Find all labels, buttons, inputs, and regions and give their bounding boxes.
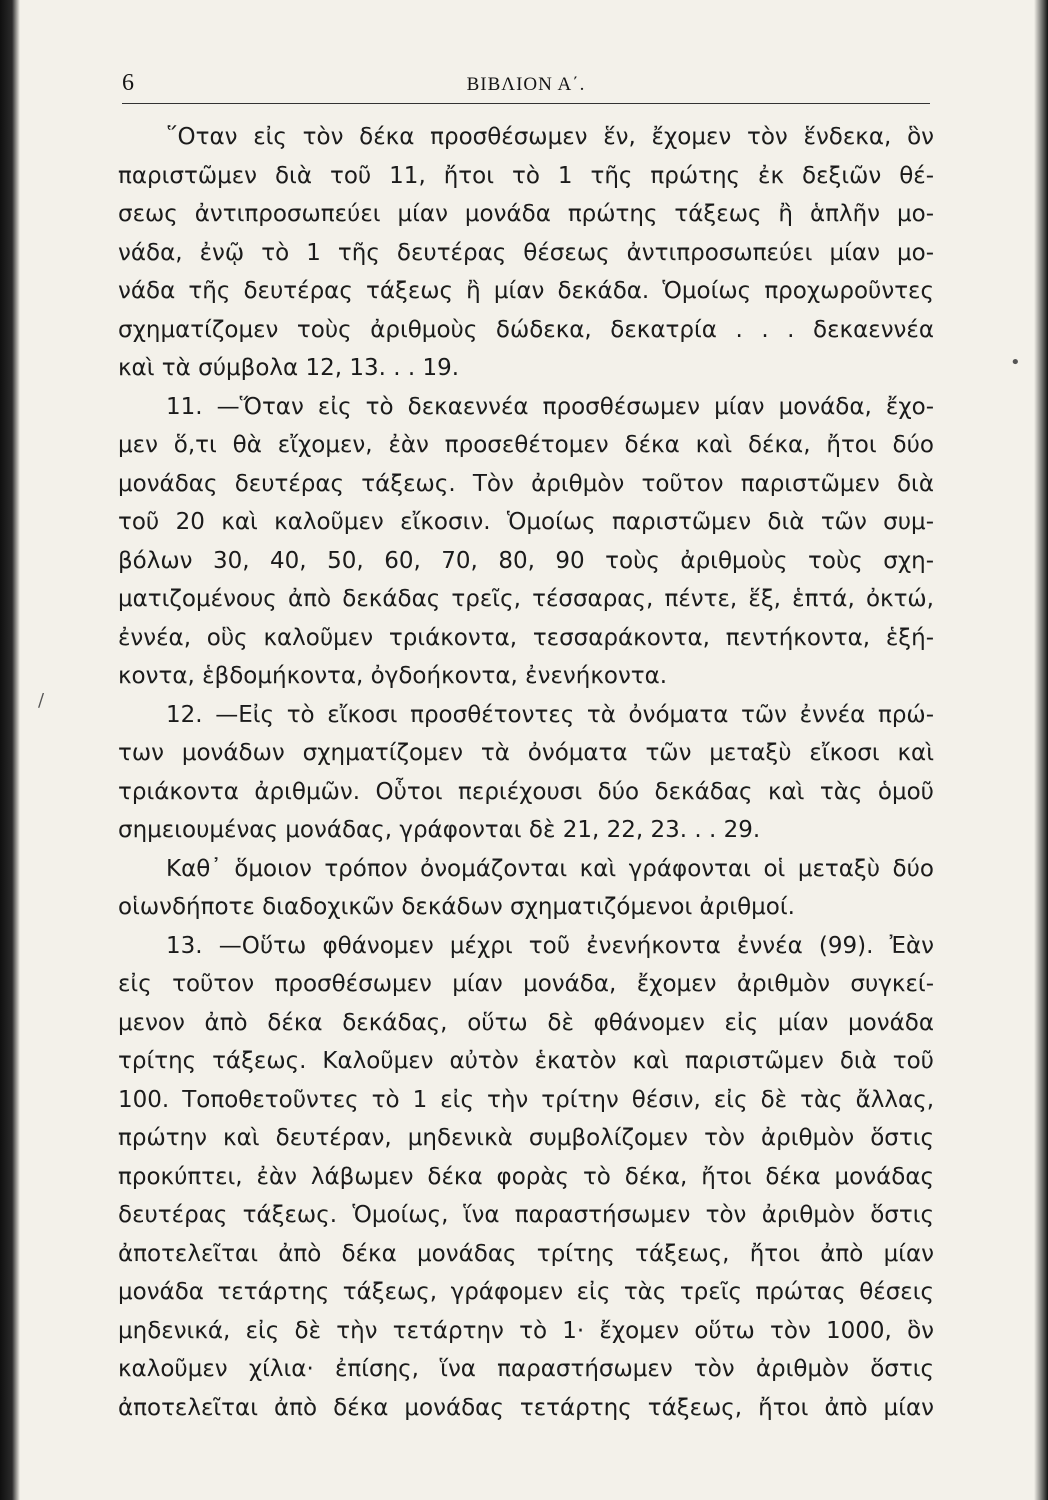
text-line: παριστῶμεν διὰ τοῦ 11, ἤτοι τὸ 1 τῆς πρώτης ἐκ δεξιῶν θέ- (118, 162, 934, 189)
text-line: καλοῦμεν χίλια· ἐπίσης, ἵνα παραστήσωμεν τὸν ἀριθμὸν ὅστις (118, 1356, 934, 1382)
text-line: Καθ᾽ ὅμοιον τρόπον ὀνομάζονται καὶ γράφονται οἱ μεταξὺ δύο (166, 855, 934, 882)
text-line: τριάκοντα ἀριθμῶν. Οὗτοι περιέχουσι δύο δεκάδας καὶ τὰς ὁμοῦ (118, 778, 934, 805)
text-line: μενον ἀπὸ δέκα δεκάδας, οὕτω δὲ φθάνομεν εἰς μίαν μονάδα (118, 1009, 934, 1036)
text-line: οἱωνδήποτε διαδοχικῶν δεκάδων σχηματιζόμενοι ἀριθμοί. (118, 894, 795, 920)
running-head: ΒΙΒΛΙΟΝ Α΄. (466, 74, 586, 95)
margin-pencil-mark: / (38, 690, 45, 711)
text-line: σημειουμένας μονάδας, γράφονται δὲ 21, 22, 23. . . 29. (118, 817, 761, 843)
section-12-start: 12. —Εἰς τὸ εἴκοσι προσθέτοντες τὰ ὀνόματα τῶν ἐννέα πρώ- (166, 701, 934, 728)
text-line: τρίτης τάξεως. Καλοῦμεν αὐτὸν ἑκατὸν καὶ παριστῶμεν διὰ τοῦ (118, 1048, 934, 1074)
margin-speck: • (1010, 352, 1021, 373)
text-line: κοντα, ἑβδομήκοντα, ὀγδοήκοντα, ἐνενήκοντα. (118, 663, 668, 689)
text-line: πρώτην καὶ δευτέραν, μηδενικὰ συμβολίζομεν τὸν ἀριθμὸν ὅστις (118, 1125, 934, 1151)
text-line: σχηματίζομεν τοὺς ἀριθμοὺς δώδεκα, δεκατρία . . . δεκαεννέα (118, 316, 934, 343)
text-line: προκύπτει, ἐὰν λάβωμεν δέκα φορὰς τὸ δέκα, ἤτοι δέκα μονάδας (118, 1163, 934, 1190)
text-line: ματιζομένους ἀπὸ δεκάδας τρεῖς, τέσσαρας, πέντε, ἕξ, ἑπτά, ὀκτώ, (118, 586, 934, 612)
text-line: δευτέρας τάξεως. Ὁμοίως, ἵνα παραστήσωμεν τὸν ἀριθμὸν ὅστις (118, 1202, 934, 1228)
text-line: σεως ἀντιπροσωπεύει μίαν μονάδα πρώτης τάξεως ἢ ἁπλῆν μο- (118, 201, 934, 227)
header-rule (122, 103, 930, 104)
text-line: καὶ τὰ σύμβολα 12, 13. . . 19. (118, 355, 460, 381)
page-header (122, 70, 930, 102)
text-line: 100. Τοποθετοῦντες τὸ 1 εἰς τὴν τρίτην θέσιν, εἰς δὲ τὰς ἄλλας, (118, 1086, 934, 1113)
text-line: ἐννέα, οὓς καλοῦμεν τριάκοντα, τεσσαράκοντα, πεντήκοντα, ἑξή- (118, 624, 934, 651)
body-text (118, 118, 934, 1427)
text-line: μηδενικά, εἰς δὲ τὴν τετάρτην τὸ 1· ἔχομεν οὕτω τὸν 1000, ὃν (118, 1317, 934, 1344)
text-line: μονάδα τετάρτης τάξεως, γράφομεν εἰς τὰς τρεῖς πρώτας θέσεις (118, 1279, 934, 1305)
text-line: τοῦ 20 καὶ καλοῦμεν εἴκοσιν. Ὁμοίως παριστῶμεν διὰ τῶν συμ- (118, 509, 934, 535)
text-line: μεν ὅ,τι θὰ εἴχομεν, ἐὰν προσεθέτομεν δέκα καὶ δέκα, ἤτοι δύο (118, 432, 934, 458)
text-line: ἀποτελεῖται ἀπὸ δέκα μονάδας τετάρτης τάξεως, ἤτοι ἀπὸ μίαν (118, 1394, 934, 1421)
text-line: βόλων 30, 40, 50, 60, 70, 80, 90 τοὺς ἀριθμοὺς τοὺς σχη- (118, 547, 934, 574)
text-line: των μονάδων σχηματίζομεν τὰ ὀνόματα τῶν μεταξὺ εἴκοσι καὶ (118, 740, 934, 766)
page-number: 6 (122, 70, 134, 96)
text-line: νάδα τῆς δευτέρας τάξεως ἢ μίαν δεκάδα. Ὁμοίως προχωροῦντες (118, 278, 934, 304)
text-line: νάδα, ἐνῷ τὸ 1 τῆς δευτέρας θέσεως ἀντιπροσωπεύει μίαν μο- (118, 239, 934, 266)
section-11-start: 11. —Ὅταν εἰς τὸ δεκαεννέα προσθέσωμεν μίαν μονάδα, ἔχο- (166, 393, 934, 420)
text-line: ἀποτελεῖται ἀπὸ δέκα μονάδας τρίτης τάξεως, ἤτοι ἀπὸ μίαν (118, 1240, 934, 1267)
text-line: μονάδας δευτέρας τάξεως. Τὸν ἀριθμὸν τοῦτον παριστῶμεν διὰ (118, 470, 934, 497)
page-edge-shadow-left (0, 0, 20, 1500)
text-line: ῞Οταν εἰς τὸν δέκα προσθέσωμεν ἕν, ἔχομεν τὸν ἕνδεκα, ὃν (166, 124, 934, 150)
section-13-start: 13. —Οὕτω φθάνομεν μέχρι τοῦ ἐνενήκοντα ἐννέα (99). Ἐὰν (166, 932, 934, 959)
page-edge-shadow-right (1034, 0, 1048, 1500)
text-line: εἰς τοῦτον προσθέσωμεν μίαν μονάδα, ἔχομεν ἀριθμὸν συγκεί- (118, 971, 934, 997)
